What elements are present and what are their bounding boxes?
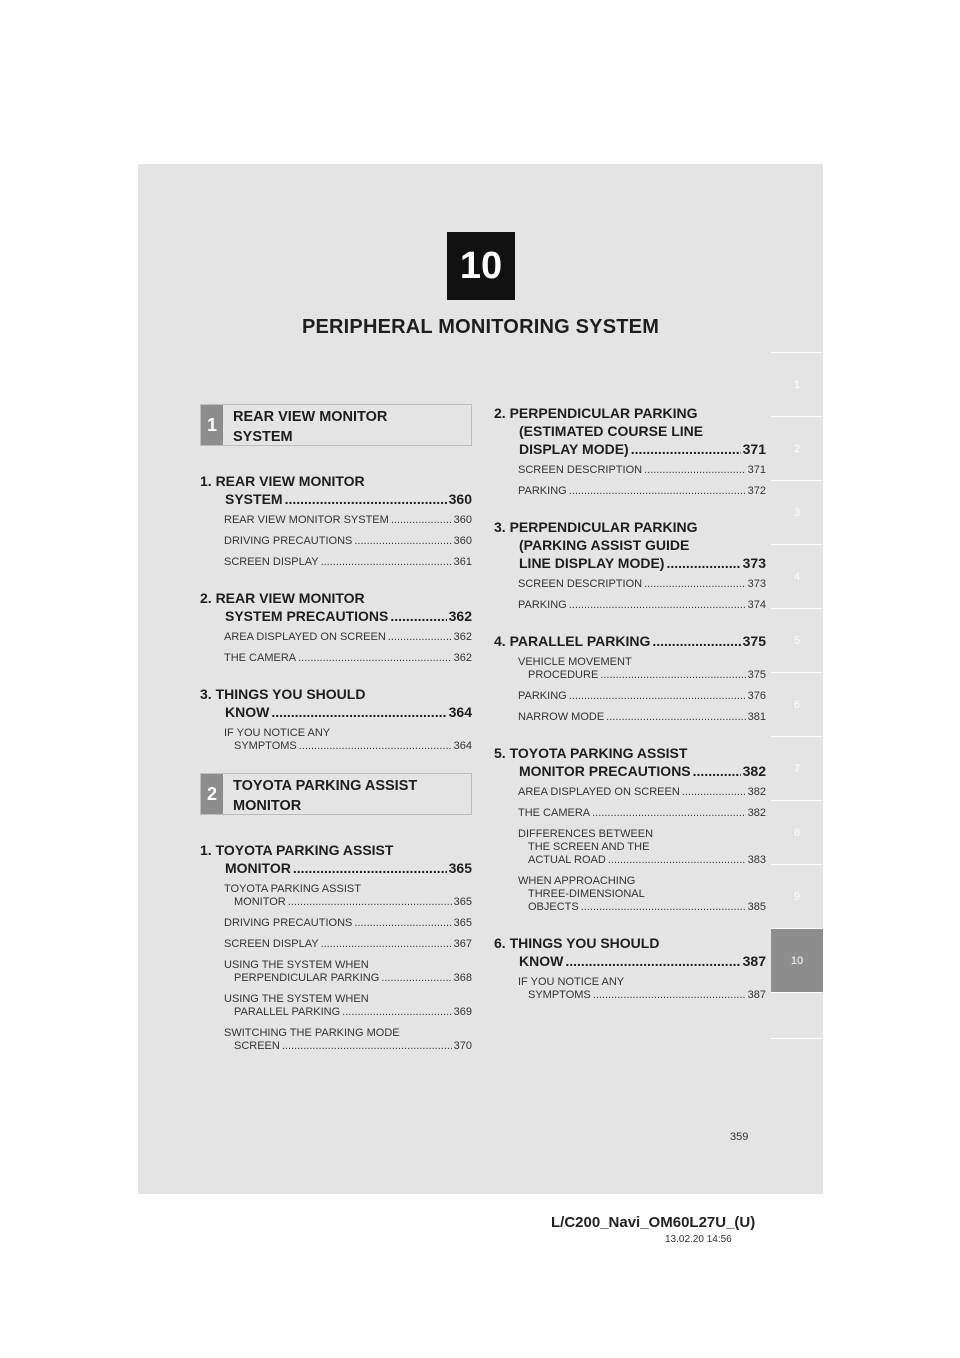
- toc-subentry-page: 365: [453, 896, 472, 908]
- section-title: [223, 774, 471, 814]
- toc-subentry-page: 374: [747, 599, 766, 611]
- toc-subentry[interactable]: [224, 727, 472, 753]
- toc-subentry-title: OBJECTS: [528, 901, 579, 913]
- toc-entry-last-line: [494, 554, 766, 572]
- toc-subentry-line: THE SCREEN AND THE: [528, 841, 650, 853]
- toc-entry-heading[interactable]: [200, 472, 472, 508]
- toc-entry[interactable]: [494, 934, 766, 1002]
- toc-subentry-last-line: [518, 669, 766, 682]
- toc-entry-last-line: [494, 632, 766, 650]
- toc-subentry[interactable]: [518, 656, 766, 682]
- dot-leader: [285, 490, 447, 508]
- dot-leader: [288, 896, 452, 909]
- toc-subentry-page: 382: [747, 786, 766, 798]
- toc-subentry-page: 381: [747, 711, 766, 723]
- toc-subentry-page: 387: [747, 989, 766, 1001]
- toc-entry-title-end: SYSTEM: [225, 491, 283, 507]
- toc-subentries: [200, 727, 472, 753]
- toc-subentry[interactable]: [224, 993, 472, 1019]
- toc-subentry-last-line: [224, 1040, 472, 1053]
- toc-entry-last-line: [200, 607, 472, 625]
- dot-leader: [321, 556, 452, 569]
- toc-subentry-title: SCREEN: [234, 1040, 280, 1052]
- toc-subentry-last-line: [224, 535, 472, 548]
- dot-leader: [682, 786, 746, 799]
- toc-subentry-line: WHEN APPROACHING: [518, 875, 636, 887]
- dot-leader: [569, 485, 746, 498]
- toc-subentry-page: 367: [453, 938, 472, 950]
- toc-entry-page: 387: [742, 953, 766, 969]
- toc-entry-page: 364: [448, 704, 472, 720]
- toc-entry-last-line: [494, 762, 766, 780]
- toc-subentry[interactable]: [518, 599, 766, 612]
- toc-subentry-page: 383: [747, 854, 766, 866]
- toc-entry-heading[interactable]: [200, 589, 472, 625]
- toc-subentry-title: THE CAMERA: [224, 652, 297, 664]
- dot-leader: [600, 669, 745, 682]
- dot-leader: [608, 854, 746, 867]
- toc-subentry-title: AREA DISPLAYED ON SCREEN: [224, 631, 386, 643]
- toc-subentry-title: AREA DISPLAYED ON SCREEN: [518, 786, 680, 798]
- chapter-tab-4[interactable]: 4: [771, 544, 823, 608]
- dot-leader: [644, 578, 746, 591]
- toc-subentry[interactable]: [224, 652, 472, 665]
- toc-subentry[interactable]: [518, 976, 766, 1002]
- toc-subentry-title: SYMPTOMS: [234, 740, 297, 752]
- toc-subentry-line: IF YOU NOTICE ANY: [224, 727, 331, 739]
- toc-entry-page: 360: [448, 491, 472, 507]
- dot-leader: [354, 917, 451, 930]
- toc-subentry-last-line: [518, 485, 766, 498]
- toc-subentry-title: SCREEN DISPLAY: [224, 556, 319, 568]
- toc-entry-page: 371: [742, 441, 766, 457]
- toc-subentry-last-line: [224, 556, 472, 569]
- toc-subentry-last-line: [518, 464, 766, 477]
- chapter-tab-2[interactable]: 2: [771, 416, 823, 480]
- toc-subentries: [494, 786, 766, 914]
- toc-subentry-last-line: [224, 1006, 472, 1019]
- toc-subentry-title: DRIVING PRECAUTIONS: [224, 535, 353, 547]
- toc-subentries: [200, 631, 472, 665]
- toc-subentry-last-line: [518, 578, 766, 591]
- dot-leader: [593, 989, 746, 1002]
- toc-subentry-last-line: [224, 896, 472, 909]
- toc-subentry-last-line: [224, 514, 472, 527]
- toc-entry-last-line: [200, 859, 472, 877]
- toc-subentry[interactable]: [224, 883, 472, 909]
- toc-subentries: [494, 464, 766, 498]
- toc-entry-page: 373: [742, 555, 766, 571]
- dot-leader: [592, 807, 746, 820]
- chapter-tab-3[interactable]: 3: [771, 480, 823, 544]
- toc-left-column: [200, 404, 472, 1073]
- document-id: L/C200_Navi_OM60L27U_(U): [551, 1214, 756, 1231]
- dot-leader: [391, 514, 452, 527]
- chapter-tab-strip: [771, 352, 823, 1039]
- toc-entry-page: 362: [448, 608, 472, 624]
- toc-subentry[interactable]: [518, 711, 766, 724]
- dot-leader: [644, 464, 746, 477]
- toc-entry-last-line: [200, 490, 472, 508]
- toc-subentry-page: 375: [747, 669, 766, 681]
- toc-subentry-page: 368: [453, 972, 472, 984]
- toc-subentry[interactable]: [224, 631, 472, 644]
- toc-entry-heading[interactable]: [494, 518, 766, 572]
- toc-subentry[interactable]: [224, 535, 472, 548]
- toc-subentry-last-line: [518, 854, 766, 867]
- chapter-tab-7[interactable]: 7: [771, 736, 823, 800]
- toc-subentry-title: PARKING: [518, 599, 567, 611]
- toc-subentry-line: USING THE SYSTEM WHEN: [224, 959, 369, 971]
- toc-entry[interactable]: [494, 404, 766, 498]
- toc-subentry-page: 360: [453, 514, 472, 526]
- toc-subentry-last-line: [518, 690, 766, 703]
- toc-entry-title-end: MONITOR: [225, 860, 291, 876]
- toc-subentry-line: IF YOU NOTICE ANY: [518, 976, 625, 988]
- dot-leader: [282, 1040, 452, 1053]
- dot-leader: [581, 901, 746, 914]
- toc-entry[interactable]: [200, 685, 472, 753]
- toc-entry[interactable]: [494, 518, 766, 612]
- toc-subentry-last-line: [518, 989, 766, 1002]
- toc-subentry-title: DRIVING PRECAUTIONS: [224, 917, 353, 929]
- toc-entry-title-line: 2. PERPENDICULAR PARKING: [494, 405, 698, 421]
- chapter-title: PERIPHERAL MONITORING SYSTEM: [301, 316, 660, 338]
- toc-subentry-last-line: [518, 599, 766, 612]
- toc-entry-last-line: [200, 703, 472, 721]
- toc-subentry[interactable]: [518, 828, 766, 867]
- section-header-1: [200, 404, 472, 446]
- section-header-2: [200, 773, 472, 815]
- toc-subentry-last-line: [224, 652, 472, 665]
- dot-leader: [569, 690, 746, 703]
- toc-entry-page: 375: [742, 633, 766, 649]
- dot-leader: [390, 607, 446, 625]
- toc-subentries: [200, 514, 472, 569]
- toc-subentry-last-line: [518, 807, 766, 820]
- dot-leader: [321, 938, 452, 951]
- dot-leader: [631, 440, 741, 458]
- dot-leader: [381, 972, 451, 985]
- page-number: 359: [730, 1131, 749, 1143]
- toc-subentry-page: 371: [747, 464, 766, 476]
- toc-entry-title-line: 1. TOYOTA PARKING ASSIST: [200, 842, 394, 858]
- dot-leader: [354, 535, 451, 548]
- dot-leader: [342, 1006, 451, 1019]
- toc-entry-title-line: 5. TOYOTA PARKING ASSIST: [494, 745, 688, 761]
- toc-subentry-title: PROCEDURE: [528, 669, 599, 681]
- dot-leader: [299, 740, 452, 753]
- section-title-line: REAR VIEW MONITOR: [233, 409, 388, 425]
- print-timestamp: 13.02.20 14:56: [665, 1234, 732, 1245]
- dot-leader: [693, 762, 741, 780]
- toc-subentry[interactable]: [518, 875, 766, 914]
- toc-subentry-page: 385: [747, 901, 766, 913]
- toc-subentry-page: 365: [453, 917, 472, 929]
- toc-subentry-last-line: [224, 631, 472, 644]
- toc-subentry-title: PARKING: [518, 485, 567, 497]
- toc-entry-title-end: LINE DISPLAY MODE): [519, 555, 665, 571]
- toc-subentries: [200, 883, 472, 1053]
- toc-subentry-title: SCREEN DISPLAY: [224, 938, 319, 950]
- toc-subentry-title: SYMPTOMS: [528, 989, 591, 1001]
- toc-entry-title-cont: (PARKING ASSIST GUIDE: [519, 537, 690, 553]
- dot-leader: [293, 859, 447, 877]
- toc-subentries: [494, 976, 766, 1002]
- toc-subentry-page: 360: [453, 535, 472, 547]
- toc-subentry-title: SCREEN DESCRIPTION: [518, 578, 643, 590]
- toc-entry-title-end: 4. PARALLEL PARKING: [494, 633, 651, 649]
- toc-entry-title-cont: (ESTIMATED COURSE LINE: [519, 423, 704, 439]
- toc-subentries: [494, 578, 766, 612]
- toc-subentry-line: TOYOTA PARKING ASSIST: [224, 883, 361, 895]
- toc-subentry-line: SWITCHING THE PARKING MODE: [224, 1027, 400, 1039]
- toc-entry-heading[interactable]: [200, 841, 472, 877]
- toc-subentry-line: VEHICLE MOVEMENT: [518, 656, 632, 668]
- toc-subentry-page: 362: [453, 631, 472, 643]
- toc-subentry[interactable]: [224, 938, 472, 951]
- toc-right-column: [494, 404, 766, 1022]
- toc-subentry-title: PARKING: [518, 690, 567, 702]
- toc-entry-title-end: SYSTEM PRECAUTIONS: [225, 608, 389, 624]
- dot-leader: [569, 599, 746, 612]
- toc-entry-last-line: [494, 952, 766, 970]
- toc-subentry[interactable]: [518, 690, 766, 703]
- toc-subentry[interactable]: [518, 464, 766, 477]
- toc-subentry-title: REAR VIEW MONITOR SYSTEM: [224, 514, 389, 526]
- chapter-tab-blank: [771, 992, 823, 1039]
- toc-entry-heading[interactable]: [200, 685, 472, 721]
- toc-entry-title-line: 1. REAR VIEW MONITOR: [200, 473, 365, 489]
- chapter-number-badge: 10: [447, 232, 515, 300]
- section-title-line: TOYOTA PARKING ASSIST: [233, 778, 418, 794]
- dot-leader: [606, 711, 745, 724]
- toc-subentry-page: 382: [747, 807, 766, 819]
- toc-subentry-last-line: [518, 711, 766, 724]
- toc-subentry[interactable]: [224, 556, 472, 569]
- toc-subentry[interactable]: [518, 807, 766, 820]
- toc-entry-heading[interactable]: [494, 632, 766, 650]
- section-title-line: MONITOR: [233, 798, 302, 814]
- toc-subentry-page: 364: [453, 740, 472, 752]
- dot-leader: [271, 703, 446, 721]
- toc-entry-title-end: MONITOR PRECAUTIONS: [519, 763, 691, 779]
- toc-subentry-page: 376: [747, 690, 766, 702]
- toc-entry-heading[interactable]: [494, 934, 766, 970]
- toc-entry-page: 382: [742, 763, 766, 779]
- toc-subentry-last-line: [224, 917, 472, 930]
- toc-subentry-last-line: [224, 972, 472, 985]
- section-number: 1: [201, 405, 223, 445]
- toc-subentry-line: DIFFERENCES BETWEEN: [518, 828, 654, 840]
- toc-subentry-title: NARROW MODE: [518, 711, 605, 723]
- toc-subentry-title: ACTUAL ROAD: [528, 854, 606, 866]
- toc-subentry-page: 362: [453, 652, 472, 664]
- dot-leader: [652, 632, 740, 650]
- toc-entry[interactable]: [200, 472, 472, 569]
- toc-subentry-line: THREE-DIMENSIONAL: [528, 888, 645, 900]
- toc-subentry-title: SCREEN DESCRIPTION: [518, 464, 643, 476]
- toc-subentry[interactable]: [224, 1027, 472, 1053]
- toc-subentry-page: 361: [453, 556, 472, 568]
- toc-subentries: [494, 656, 766, 724]
- toc-subentry-page: 372: [747, 485, 766, 497]
- toc-entry[interactable]: [200, 589, 472, 665]
- toc-subentry-last-line: [224, 938, 472, 951]
- toc-subentry[interactable]: [224, 514, 472, 527]
- chapter-tab-6[interactable]: 6: [771, 672, 823, 736]
- toc-entry-page: 365: [448, 860, 472, 876]
- toc-subentry-title: PERPENDICULAR PARKING: [234, 972, 380, 984]
- section-number: 2: [201, 774, 223, 814]
- section-title: [223, 405, 471, 445]
- toc-subentry-last-line: [518, 786, 766, 799]
- toc-entry-heading[interactable]: [494, 404, 766, 458]
- toc-entry-title-end: DISPLAY MODE): [519, 441, 629, 457]
- dot-leader: [565, 952, 740, 970]
- toc-entry-title-line: 6. THINGS YOU SHOULD: [494, 935, 660, 951]
- toc-subentry[interactable]: [518, 786, 766, 799]
- chapter-tab-5[interactable]: 5: [771, 608, 823, 672]
- toc-subentry-last-line: [224, 740, 472, 753]
- toc-subentry[interactable]: [224, 917, 472, 930]
- chapter-tab-8[interactable]: 8: [771, 800, 823, 864]
- toc-subentry-page: 373: [747, 578, 766, 590]
- toc-subentry-last-line: [518, 901, 766, 914]
- toc-entry-title-end: KNOW: [519, 953, 564, 969]
- chapter-tab-9[interactable]: 9: [771, 864, 823, 928]
- toc-subentry[interactable]: [518, 578, 766, 591]
- toc-entry-title-end: KNOW: [225, 704, 270, 720]
- section-title-line: SYSTEM: [233, 429, 293, 445]
- toc-entry-heading[interactable]: [494, 744, 766, 780]
- toc-entry-title-line: 3. THINGS YOU SHOULD: [200, 686, 366, 702]
- toc-entry-last-line: [494, 440, 766, 458]
- toc-entry[interactable]: [494, 632, 766, 724]
- chapter-tab-10[interactable]: 10: [771, 928, 823, 992]
- dot-leader: [666, 554, 740, 572]
- toc-entry-title-line: 2. REAR VIEW MONITOR: [200, 590, 365, 606]
- toc-subentry[interactable]: [518, 485, 766, 498]
- toc-subentry-line: USING THE SYSTEM WHEN: [224, 993, 369, 1005]
- dot-leader: [388, 631, 452, 644]
- chapter-tab-1[interactable]: 1: [771, 352, 823, 416]
- toc-subentry[interactable]: [224, 959, 472, 985]
- toc-entry[interactable]: [200, 841, 472, 1053]
- toc-entry[interactable]: [494, 744, 766, 914]
- toc-subentry-page: 370: [453, 1040, 472, 1052]
- toc-subentry-page: 369: [453, 1006, 472, 1018]
- toc-subentry-title: PARALLEL PARKING: [234, 1006, 341, 1018]
- toc-subentry-title: THE CAMERA: [518, 807, 591, 819]
- toc-entry-title-line: 3. PERPENDICULAR PARKING: [494, 519, 698, 535]
- dot-leader: [298, 652, 452, 665]
- toc-subentry-title: MONITOR: [234, 896, 286, 908]
